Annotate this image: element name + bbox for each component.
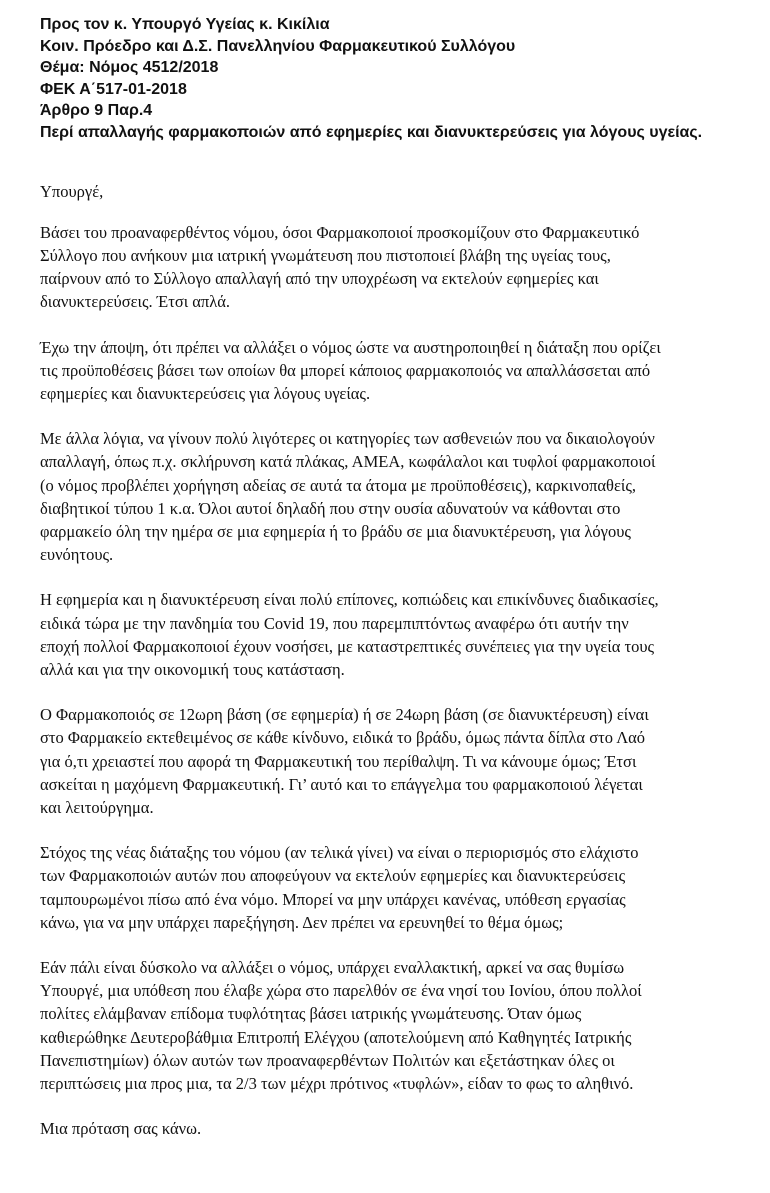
paragraph-2 bbox=[40, 336, 750, 406]
paragraph-line: Σύλλογο που ανήκουν μια ιατρική γνωμάτευση που πιστοποιεί βλάβη της υγείας τους, bbox=[40, 245, 611, 265]
paragraph-line: στο Φαρμακείο εκτεθειμένος σε κάθε κίνδυνο, ειδικά το βράδυ, όμως πάντα δίπλα στο Λαό bbox=[40, 728, 646, 748]
paragraph-line: κάνω, για να μην υπάρχει παρεξήγηση. Δεν πρέπει να ερευνηθεί το θέμα όμως; bbox=[40, 912, 564, 932]
closing-paragraph bbox=[40, 1117, 750, 1140]
header-recipient: Προς τον κ. Υπουργό Υγείας κ. Κικίλια bbox=[40, 16, 330, 33]
paragraph-line: (ο νόμος προβλέπει χορήγηση αδείας σε αυτά τα άτομα με προϋποθέσεις), καρκινοπαθείς, bbox=[40, 475, 636, 495]
paragraph-line: απαλλαγή, όπως π.χ. σκλήρυνση κατά πλάκας, ΑΜΕΑ, κωφάλαλοι και τυφλοί φαρμακοποιοί bbox=[40, 452, 656, 472]
paragraph-line: ευνόητους. bbox=[40, 545, 114, 565]
paragraph-line: Υπουργέ, μια υπόθεση που έλαβε χώρα στο παρελθόν σε ένα νησί του Ιονίου, όπου πολλοί bbox=[40, 981, 642, 1001]
header-topic: Περί απαλλαγής φαρμακοποιών από εφημερίες και διανυκτερεύσεις για λόγους υγείας. bbox=[40, 123, 703, 141]
paragraph-4 bbox=[40, 588, 750, 681]
paragraph-line: εφημερίες και διανυκτερεύσεις για λόγους υγείας. bbox=[40, 383, 371, 403]
paragraph-line: διαβητικοί τύπου 1 κ.α. Όλοι αυτοί δηλαδή που στην ουσία αδυνατούν να κάθονται στο bbox=[40, 498, 621, 518]
paragraph-line: για ό,τι χρειαστεί που αφορά τη Φαρμακευτική του περίθαλψη. Τι να κάνουμε όμως; Έτσι bbox=[40, 751, 637, 771]
paragraph-line: Με άλλα λόγια, να γίνουν πολύ λιγότερες οι κατηγορίες των ασθενειών που να δικαιολογούν bbox=[40, 429, 655, 449]
paragraph-7 bbox=[40, 956, 750, 1095]
paragraph-line: Μια πρόταση σας κάνω. bbox=[40, 1119, 202, 1139]
paragraph-line: ειδικά τώρα με την πανδημία του Covid 19, που παρεμπιπτόντως αναφέρω ότι αυτήν την bbox=[40, 613, 629, 633]
paragraph-line: Στόχος της νέας διάταξης του νόμου (αν τελικά γίνει) να είναι ο περιορισμός στο ελάχιστο bbox=[40, 843, 639, 863]
paragraph-1 bbox=[40, 221, 750, 314]
header-gazette: ΦΕΚ Α΄517-01-2018 bbox=[40, 80, 187, 98]
paragraph-line: Εάν πάλι είναι δύσκολο να αλλάξει ο νόμος, υπάρχει εναλλακτική, αρκεί να σας θυμίσω bbox=[40, 958, 625, 978]
paragraph-line: ασκείται η μαχόμενη Φαρμακευτική. Γι’ αυτό και το επάγγελμα του φαρμακοποιού λέγεται bbox=[40, 774, 643, 794]
paragraph-line: διανυκτερεύσεις. Έτσι απλά. bbox=[40, 292, 231, 312]
paragraph-line: των Φαρμακοποιών αυτών που αποφεύγουν να εκτελούν εφημερίες και διανυκτερεύσεις bbox=[40, 866, 626, 886]
paragraph-line: Η εφημερία και η διανυκτέρευση είναι πολύ επίπονες, κοπιώδεις και επικίνδυνες διαδικασίες, bbox=[40, 590, 659, 610]
paragraph-line: Βάσει του προαναφερθέντος νόμου, όσοι Φαρμακοποιοί προσκομίζουν στο Φαρμακευτικό bbox=[40, 222, 640, 242]
paragraph-line: παίρνουν από το Σύλλογο απαλλαγή από την υποχρέωση να εκτελούν εφημερίες και bbox=[40, 269, 599, 289]
paragraph-line: πολίτες ελάμβαναν επίδομα τυφλότητας βάσει ιατρικής γνωμάτευσης. Όταν όμως bbox=[40, 1004, 582, 1024]
paragraph-line: αλλά και για την οικονομική τους κατάσταση. bbox=[40, 660, 345, 680]
paragraph-5 bbox=[40, 703, 750, 819]
paragraph-line: περιπτώσεις μια προς μια, τα 2/3 των μέχρι πρότινος «τυφλών», είδαν το φως το αληθινό. bbox=[40, 1074, 634, 1094]
paragraph-line: καθιερώθηκε Δευτεροβάθμια Επιτροπή Ελέγχου (αποτελούμενη από Καθηγητές Ιατρικής bbox=[40, 1027, 632, 1047]
paragraph-line: εποχή πολλοί Φαρμακοποιοί έχουν νοσήσει, με καταστρεπτικές συνέπειες για την υγεία τους bbox=[40, 636, 655, 656]
paragraph-line: Έχω την άποψη, ότι πρέπει να αλλάξει ο νόμος ώστε να αυστηροποιηθεί η διάταξη που ορίζει bbox=[40, 337, 661, 357]
header-cc: Κοιν. Πρόεδρο και Δ.Σ. Πανελληνίου Φαρμακευτικού Συλλόγου bbox=[40, 37, 516, 55]
paragraph-line: ταμπουρωμένοι πίσω από ένα νόμο. Μπορεί να μην υπάρχει κανένας, υπόθεση εργασίας bbox=[40, 889, 626, 909]
salutation: Υπουργέ, bbox=[40, 181, 104, 201]
paragraph-line: φαρμακείο όλη την ημέρα σε μια εφημερία ή το βράδυ σε μια διανυκτέρευση, για λόγους bbox=[40, 522, 631, 541]
paragraph-line: τις προϋποθέσεις βάσει των οποίων θα μπορεί κάποιος φαρμακοποιός να απαλλάσσεται από bbox=[40, 360, 651, 380]
header-subject: Θέμα: Νόμος 4512/2018 bbox=[40, 59, 219, 77]
paragraph-6 bbox=[40, 841, 750, 934]
paragraph-3 bbox=[40, 427, 750, 566]
paragraph-line: και λειτούργημα. bbox=[40, 798, 154, 818]
paragraph-line: Πανεπιστημίων) όλων αυτών των προαναφερθέντων Πολιτών και εξετάστηκαν όλες οι bbox=[40, 1050, 615, 1070]
header-article: Άρθρο 9 Παρ.4 bbox=[40, 102, 153, 120]
letter-header bbox=[40, 14, 750, 144]
paragraph-line: Ο Φαρμακοποιός σε 12ωρη βάση (σε εφημερία) ή σε 24ωρη βάση (σε διανυκτέρευση) είναι bbox=[40, 705, 649, 725]
